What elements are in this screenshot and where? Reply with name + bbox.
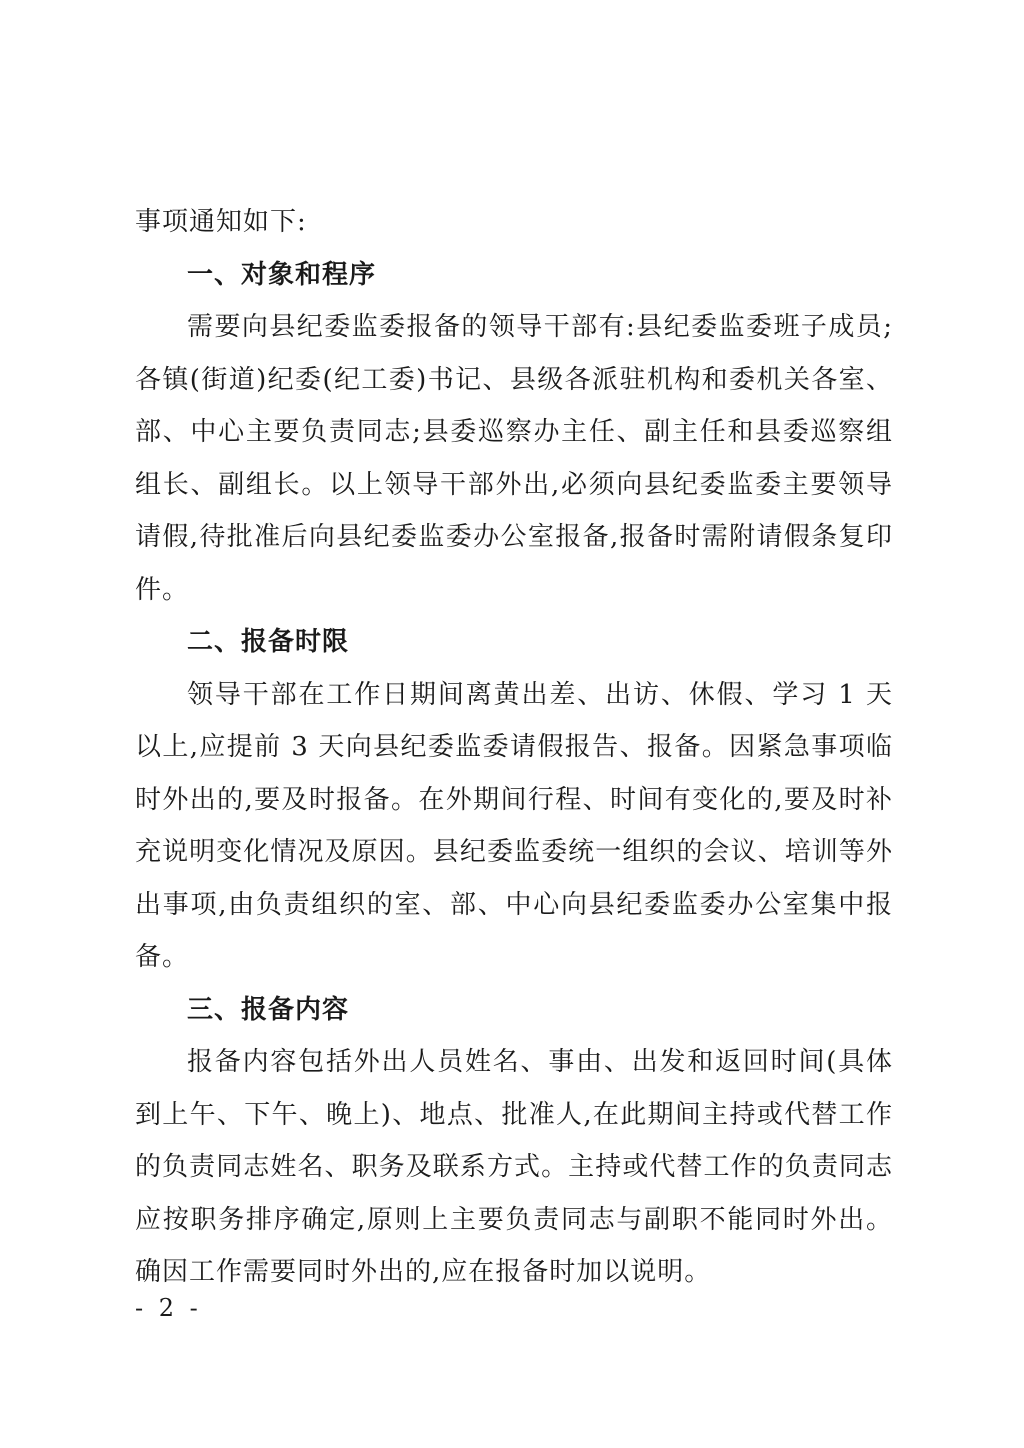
section-body-3: 报备内容包括外出人员姓名、事由、出发和返回时间(具体到上午、下午、晚上)、地点、批准人,在此期间主持或代替工作的负责同志姓名、职务及联系方式。主持或代替工作的负责同志应按职务排序确定,原则上主要负责同志与副职不能同时外出。确因工作需要同时外出的,应在报备时加以说明。	[135, 1047, 893, 1287]
section-body-1: 需要向县纪委监委报备的领导干部有:县纪委监委班子成员;各镇(街道)纪委(纪工委)书记、县级各派驻机构和委机关各室、部、中心主要负责同志;县委巡察办主任、副主任和县委巡察组组长、副组长。以上领导干部外出,必须向县纪委监委主要领导请假,待批准后向县纪委监委办公室报备,报备时需附请假条复印件。	[135, 312, 893, 605]
page-number: - 2 -	[135, 1294, 202, 1322]
section-heading-2: 二、报备时限	[187, 627, 350, 657]
section-body-2: 领导干部在工作日期间离黄出差、出访、休假、学习 1 天以上,应提前 3 天向县纪委监委请假报告、报备。因紧急事项临时外出的,要及时报备。在外期间行程、时间有变化的,要及时补充说明变化情况及原因。县纪委监委统一组织的会议、培训等外出事项,由负责组织的室、部、中心向县纪委监委办公室集中报备。	[135, 679, 893, 972]
section-heading-1: 一、对象和程序	[187, 259, 377, 290]
section-heading-3: 三、报备内容	[187, 994, 350, 1025]
intro-line: 事项通知如下:	[135, 207, 307, 237]
document-body	[135, 196, 893, 1299]
